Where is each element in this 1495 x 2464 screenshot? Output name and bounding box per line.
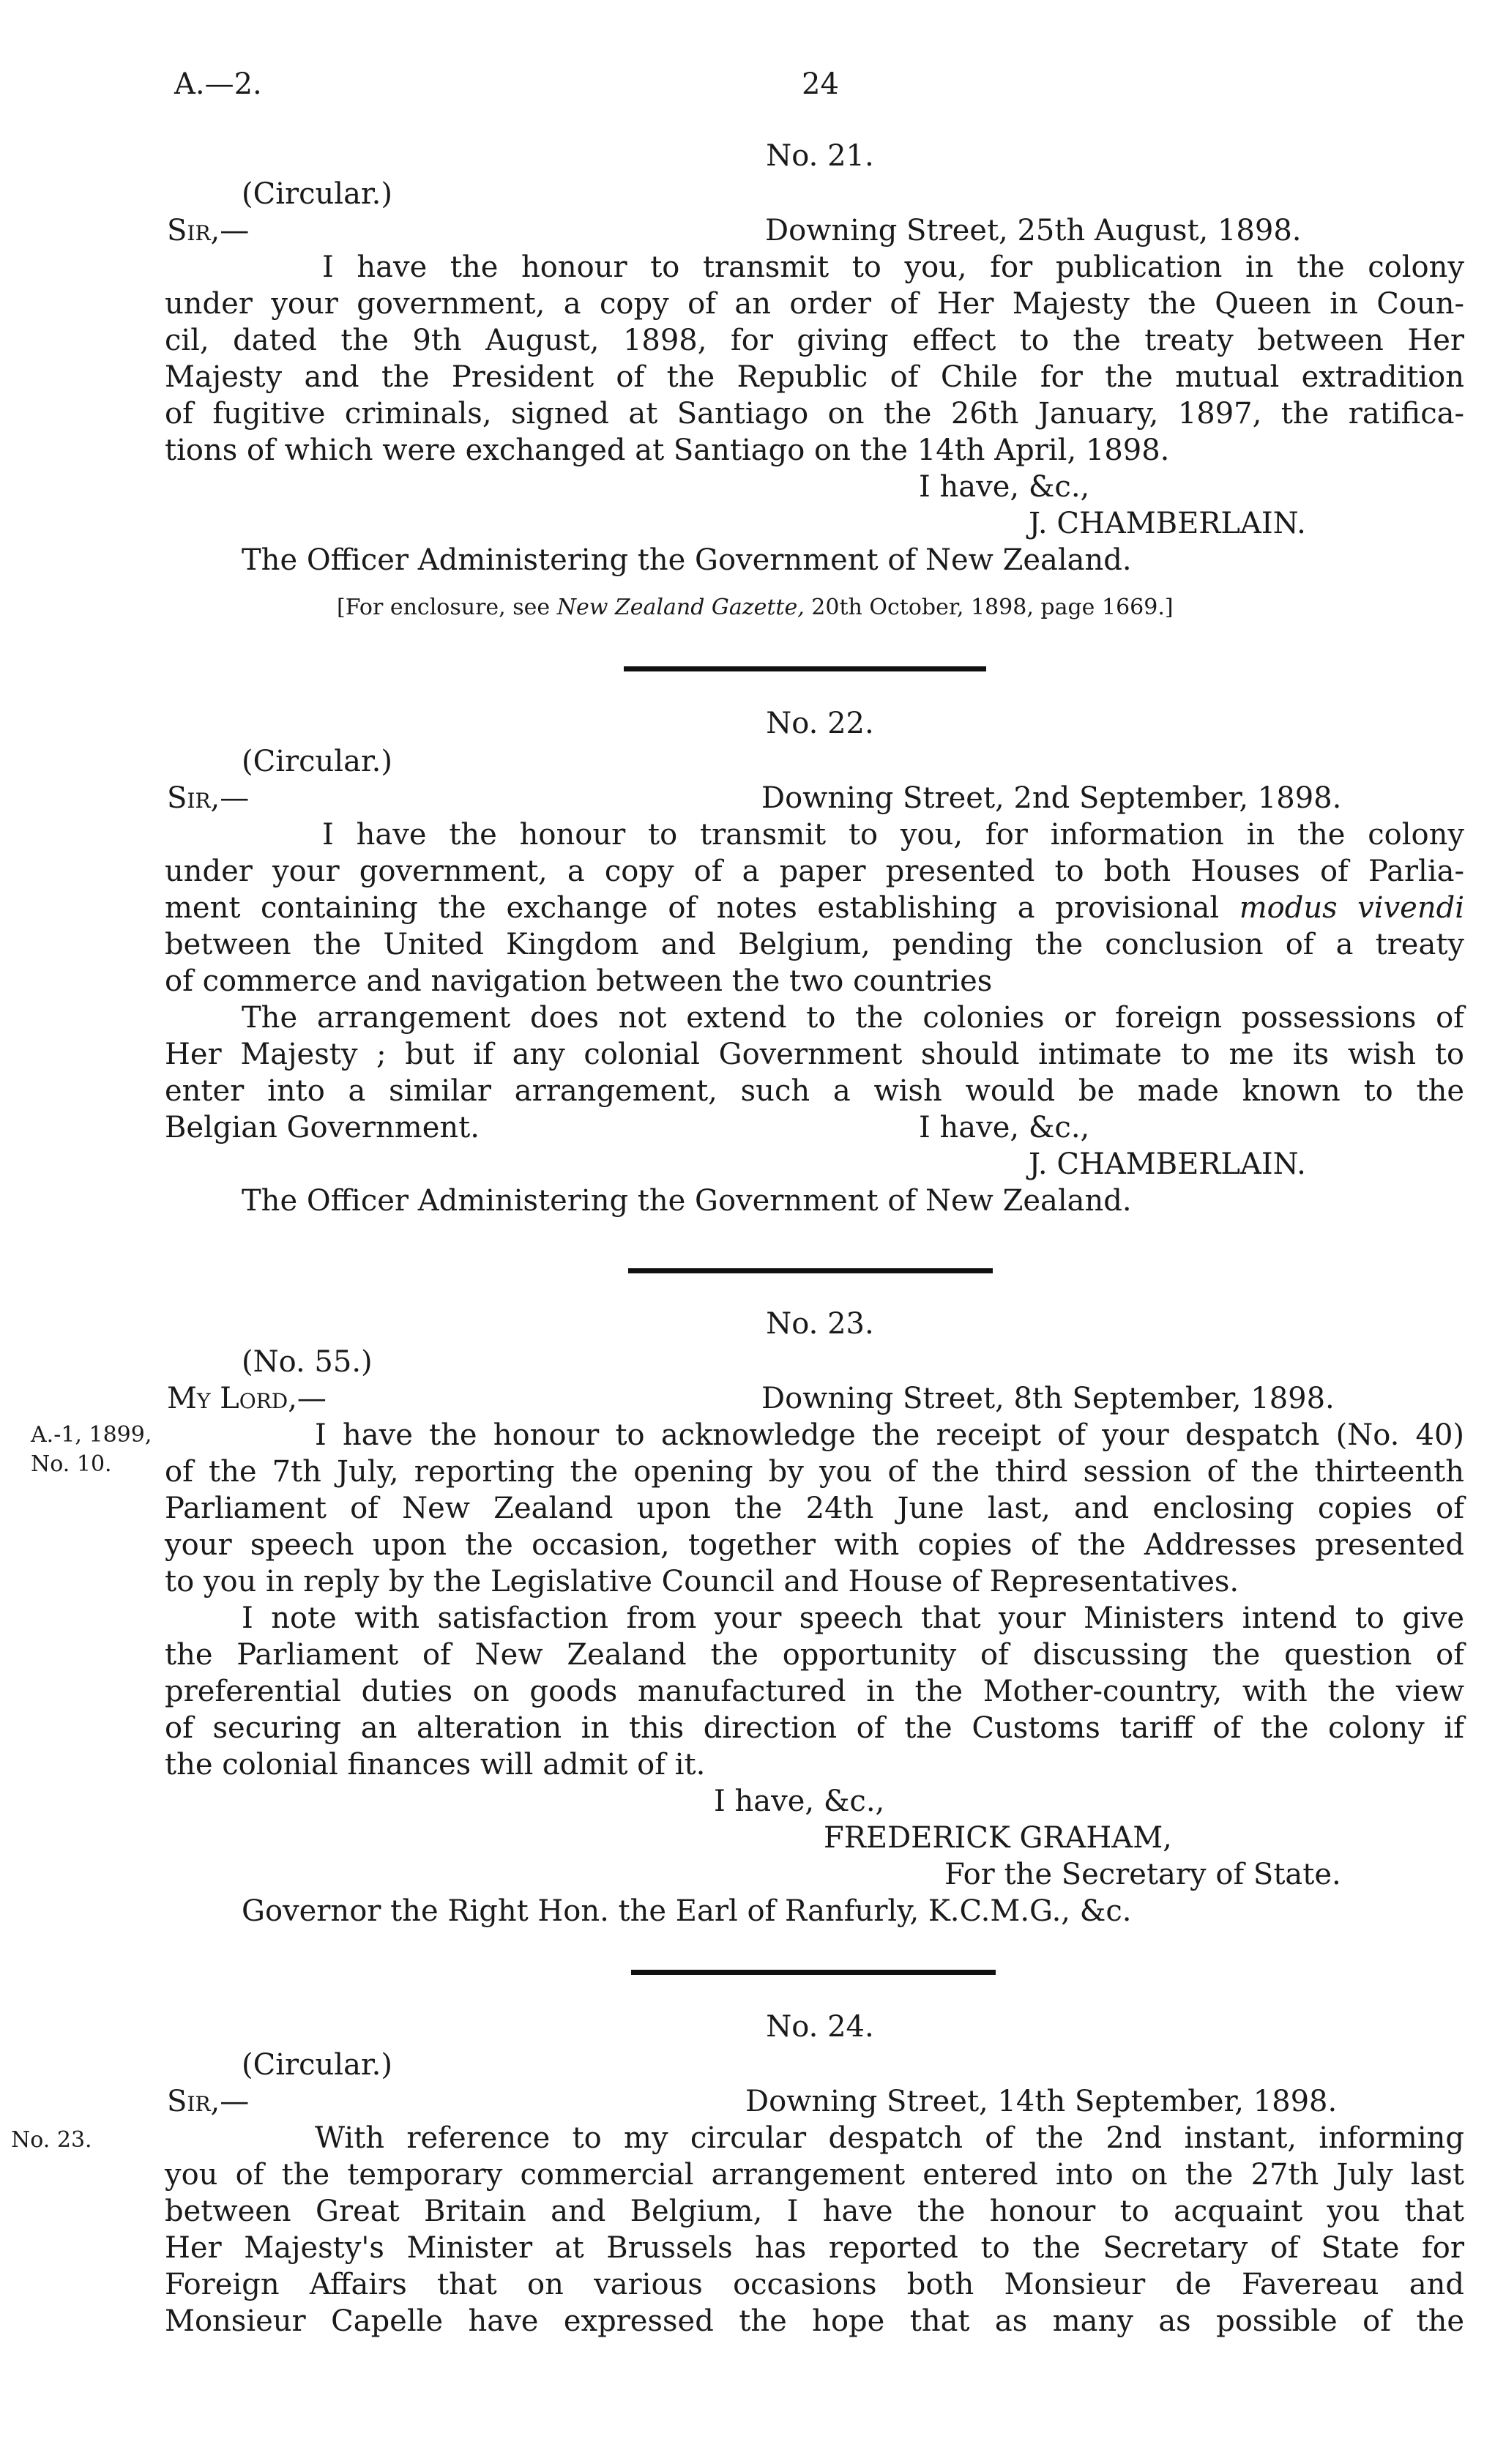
body-line: enter into a similar arrangement, such a wish would be made known to the <box>165 1074 1464 1108</box>
section-divider <box>631 1970 996 1975</box>
addressee: The Officer Administering the Government of New Zealand. <box>242 1184 1132 1218</box>
enclosure-note <box>337 595 1174 620</box>
body-line: the colonial finances will admit of it. <box>165 1748 706 1782</box>
signature: J. CHAMBERLAIN. <box>1029 507 1306 540</box>
page-number: 24 <box>802 67 839 101</box>
body-line: under your government, a copy of a paper presented to both Houses of Parlia- <box>165 855 1464 888</box>
signature: J. CHAMBERLAIN. <box>1029 1147 1306 1181</box>
closing: I have, &c., <box>714 1784 885 1818</box>
body-line: I have the honour to transmit to you, for publication in the colony <box>322 250 1464 284</box>
margin-note: No. 10. <box>31 1451 112 1477</box>
italic-phrase: modus vivendi <box>1239 891 1464 925</box>
body-line: between the United Kingdom and Belgium, pending the conclusion of a treaty <box>165 928 1464 961</box>
body-line: the Parliament of New Zealand the opportunity of discussing the question of <box>165 1638 1464 1672</box>
body-line: tions of which were exchanged at Santiago on the 14th April, 1898. <box>165 433 1170 467</box>
dateline: Downing Street, 14th September, 1898. <box>745 2085 1338 2118</box>
body-line: I have the honour to transmit to you, for information in the colony <box>322 818 1464 852</box>
body-line: Her Majesty ; but if any colonial Government should intimate to me its wish to <box>165 1038 1464 1071</box>
body-line: between Great Britain and Belgium, I have the honour to acquaint you that <box>165 2195 1464 2228</box>
letter-number: No. 24. <box>766 2010 874 2044</box>
body-line: of fugitive criminals, signed at Santiago on the 26th January, 1897, the ratifica- <box>165 397 1464 431</box>
margin-note: A.-1, 1899, <box>31 1422 152 1448</box>
closing: I have, &c., <box>919 1111 1090 1144</box>
salutation: Sir,— <box>167 214 250 247</box>
section-divider <box>628 1268 993 1273</box>
body-line: Parliament of New Zealand upon the 24th June last, and enclosing copies of <box>165 1492 1464 1525</box>
body-line: of securing an alteration in this direction of the Customs tariff of the colony if <box>165 1711 1464 1745</box>
document-reference: A.—2. <box>174 67 262 101</box>
enclosure-title: New Zealand Gazette, <box>556 595 805 620</box>
salutation: My Lord,— <box>167 1382 327 1415</box>
body-line: Her Majesty's Minister at Brussels has reported to the Secretary of State for <box>165 2231 1464 2265</box>
salutation: Sir,— <box>167 2085 250 2118</box>
letter-number: No. 21. <box>766 139 874 173</box>
body-line: you of the temporary commercial arrangement entered into on the 27th July last <box>165 2158 1464 2192</box>
body-line: I note with satisfaction from your speech that your Ministers intend to give <box>242 1601 1464 1635</box>
body-line: to you in reply by the Legislative Council and House of Representatives. <box>165 1565 1239 1598</box>
letter-reference: (No. 55.) <box>242 1345 373 1379</box>
body-line: under your government, a copy of an order of Her Majesty the Queen in Coun- <box>165 287 1464 321</box>
margin-note: No. 23. <box>11 2127 92 2153</box>
body-line: Belgian Government. <box>165 1111 480 1144</box>
letter-number: No. 22. <box>766 707 874 740</box>
body-line: Monsieur Capelle have expressed the hope that as many as possible of the <box>165 2304 1464 2338</box>
body-line: your speech upon the occasion, together with copies of the Addresses presented <box>165 1528 1464 1562</box>
addressee: The Officer Administering the Government of New Zealand. <box>242 543 1132 577</box>
body-line: of the 7th July, reporting the opening by you of the third session of the thirteenth <box>165 1455 1464 1489</box>
body-line: preferential duties on goods manufactured in the Mother-country, with the view <box>165 1675 1464 1708</box>
addressee: Governor the Right Hon. the Earl of Ranfurly, K.C.M.G., &c. <box>242 1894 1132 1928</box>
body-line: of commerce and navigation between the two countries <box>165 964 993 998</box>
letter-number: No. 23. <box>766 1307 874 1341</box>
dateline: Downing Street, 8th September, 1898. <box>761 1382 1335 1415</box>
enclosure-suffix: 20th October, 1898, page 1669.] <box>811 595 1174 620</box>
letter-reference: (Circular.) <box>242 745 392 778</box>
closing: I have, &c., <box>919 470 1090 504</box>
salutation: Sir,— <box>167 781 250 815</box>
dateline: Downing Street, 25th August, 1898. <box>765 214 1302 247</box>
body-line: I have the honour to acknowledge the receipt of your despatch (No. 40) <box>315 1418 1464 1452</box>
body-line: The arrangement does not extend to the colonies or foreign possessions of <box>242 1001 1464 1035</box>
letter-reference: (Circular.) <box>242 2048 392 2082</box>
signature-title: For the Secretary of State. <box>944 1858 1341 1891</box>
section-divider <box>624 666 986 671</box>
signature: FREDERICK GRAHAM, <box>824 1821 1172 1855</box>
enclosure-prefix: [For enclosure, see <box>337 595 551 620</box>
body-line: Foreign Affairs that on various occasions both Monsieur de Favereau and <box>165 2268 1464 2301</box>
body-line: ment containing the exchange of notes establishing a provisional modus vivendi <box>165 891 1464 925</box>
body-line: With reference to my circular despatch of the 2nd instant, informing <box>315 2121 1464 2155</box>
body-line: cil, dated the 9th August, 1898, for giving effect to the treaty between Her <box>165 324 1464 357</box>
dateline: Downing Street, 2nd September, 1898. <box>761 781 1342 815</box>
body-line: Majesty and the President of the Republic of Chile for the mutual extradition <box>165 360 1464 394</box>
letter-reference: (Circular.) <box>242 177 392 211</box>
